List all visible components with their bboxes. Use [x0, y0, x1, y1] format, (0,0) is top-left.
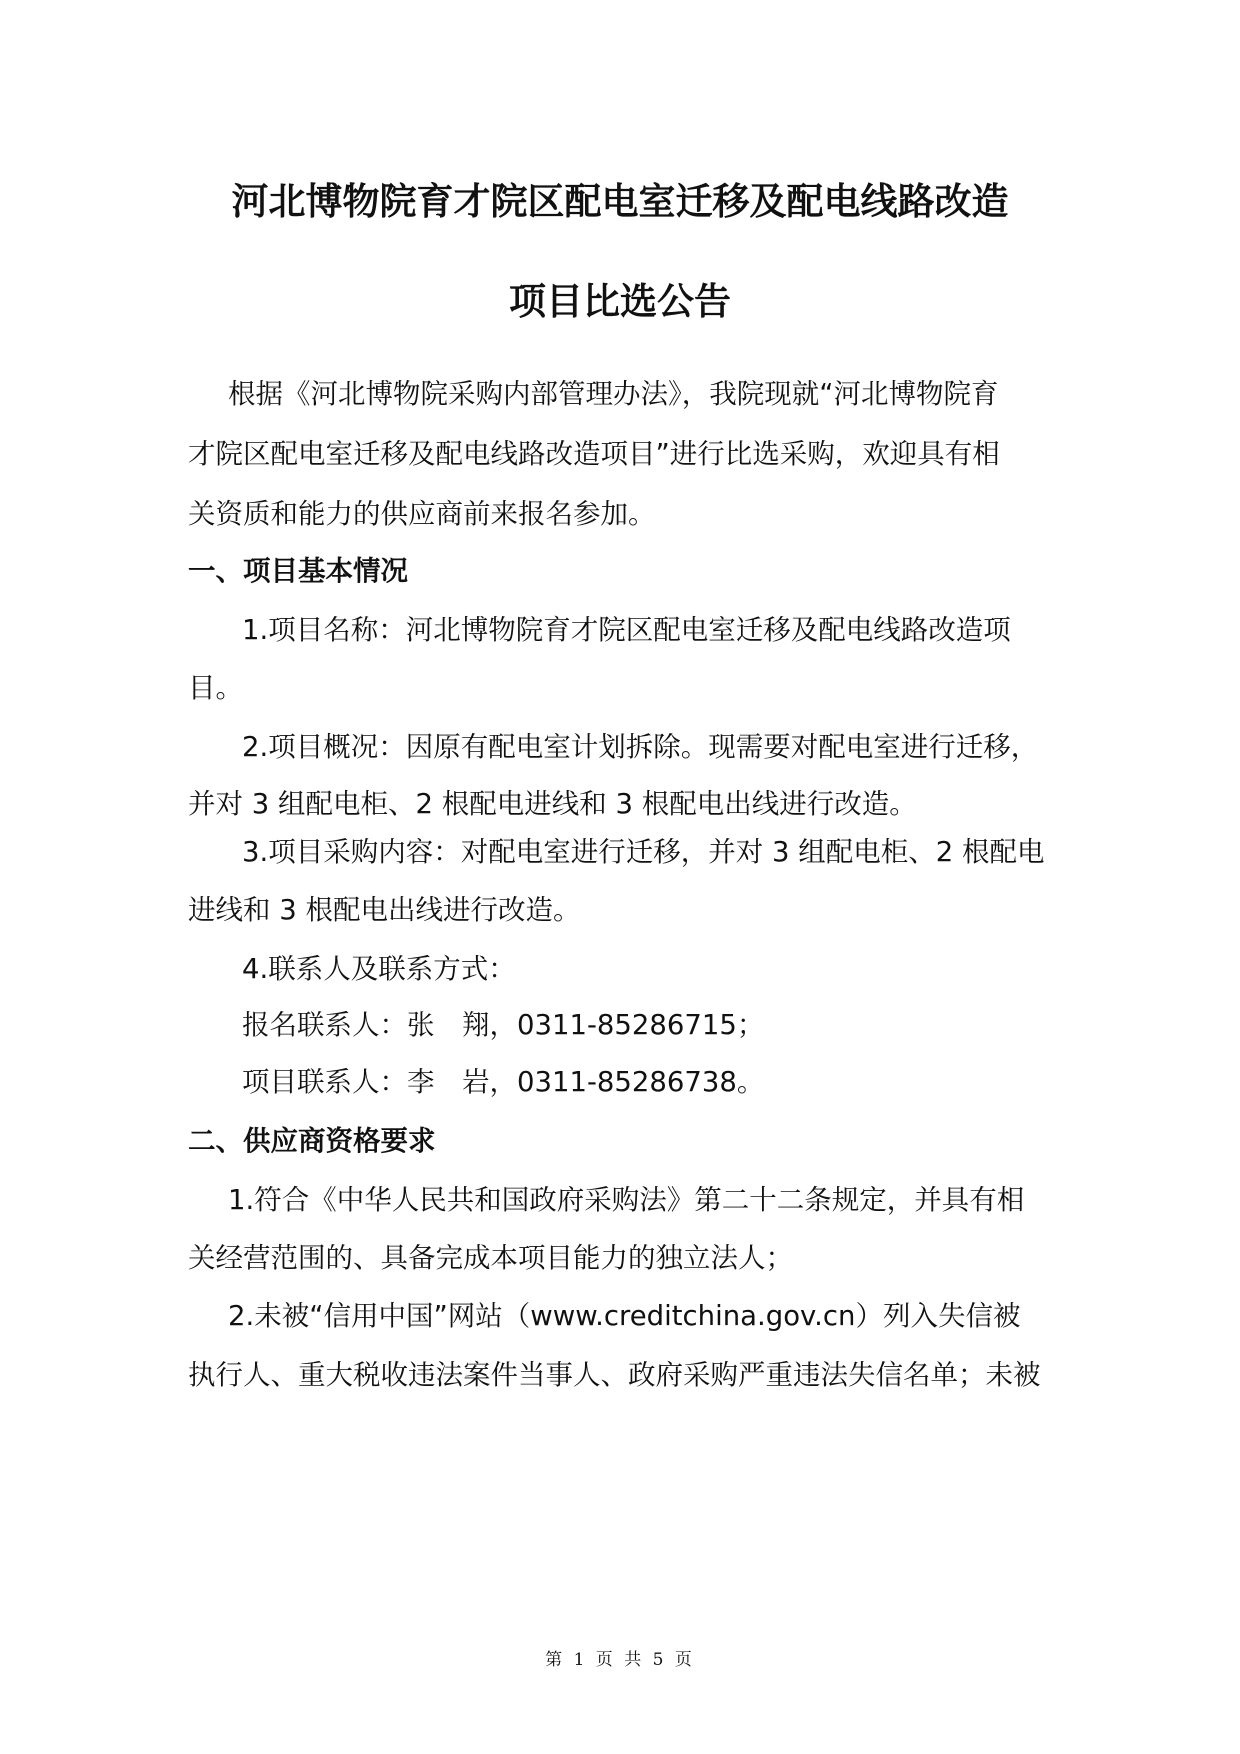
section-1-item-3-line-1: 3.项目采购内容：对配电室进行迁移，并对 3 组配电柜、2 根配电: [242, 836, 1045, 868]
section-2-item-1-line-1: 1.符合《中华人民共和国政府采购法》第二十二条规定，并具有相: [228, 1184, 1025, 1216]
intro-line-3: 关资质和能力的供应商前来报名参加。: [188, 498, 656, 530]
section-1-item-2-line-2: 并对 3 组配电柜、2 根配电进线和 3 根配电出线进行改造。: [188, 788, 917, 820]
document-title-line-2: 项目比选公告: [509, 280, 731, 323]
section-2-item-2-line-2: 执行人、重大税收违法案件当事人、政府采购严重违法失信名单；未被: [188, 1359, 1041, 1391]
page-number-footer: 第 1 页 共 5 页: [545, 1650, 695, 1670]
contact-project: 项目联系人：李 岩，0311-85286738。: [242, 1066, 765, 1098]
contact-registration: 报名联系人：张 翔，0311-85286715；: [242, 1009, 765, 1041]
section-2-item-1-line-2: 关经营范围的、具备完成本项目能力的独立法人；: [188, 1242, 793, 1274]
section-2-item-2-line-1: 2.未被“信用中国”网站（www.creditchina.gov.cn）列入失信被: [228, 1300, 1021, 1332]
section-1-heading: 一、项目基本情况: [188, 555, 408, 587]
intro-line-1: 根据《河北博物院采购内部管理办法》，我院现就“河北博物院育: [228, 378, 999, 410]
intro-line-2: 才院区配电室迁移及配电线路改造项目”进行比选采购，欢迎具有相: [188, 438, 1000, 470]
section-1-item-1-line-2: 目。: [188, 672, 243, 704]
section-1-item-1-line-1: 1.项目名称：河北博物院育才院区配电室迁移及配电线路改造项: [242, 614, 1011, 646]
section-2-heading: 二、供应商资格要求: [188, 1125, 436, 1157]
section-1-item-4: 4.联系人及联系方式：: [242, 953, 516, 985]
section-1-item-2-line-1: 2.项目概况：因原有配电室计划拆除。现需要对配电室进行迁移，: [242, 731, 1039, 763]
document-title-line-1: 河北博物院育才院区配电室迁移及配电线路改造: [231, 180, 1009, 223]
section-1-item-3-line-2: 进线和 3 根配电出线进行改造。: [188, 894, 581, 926]
